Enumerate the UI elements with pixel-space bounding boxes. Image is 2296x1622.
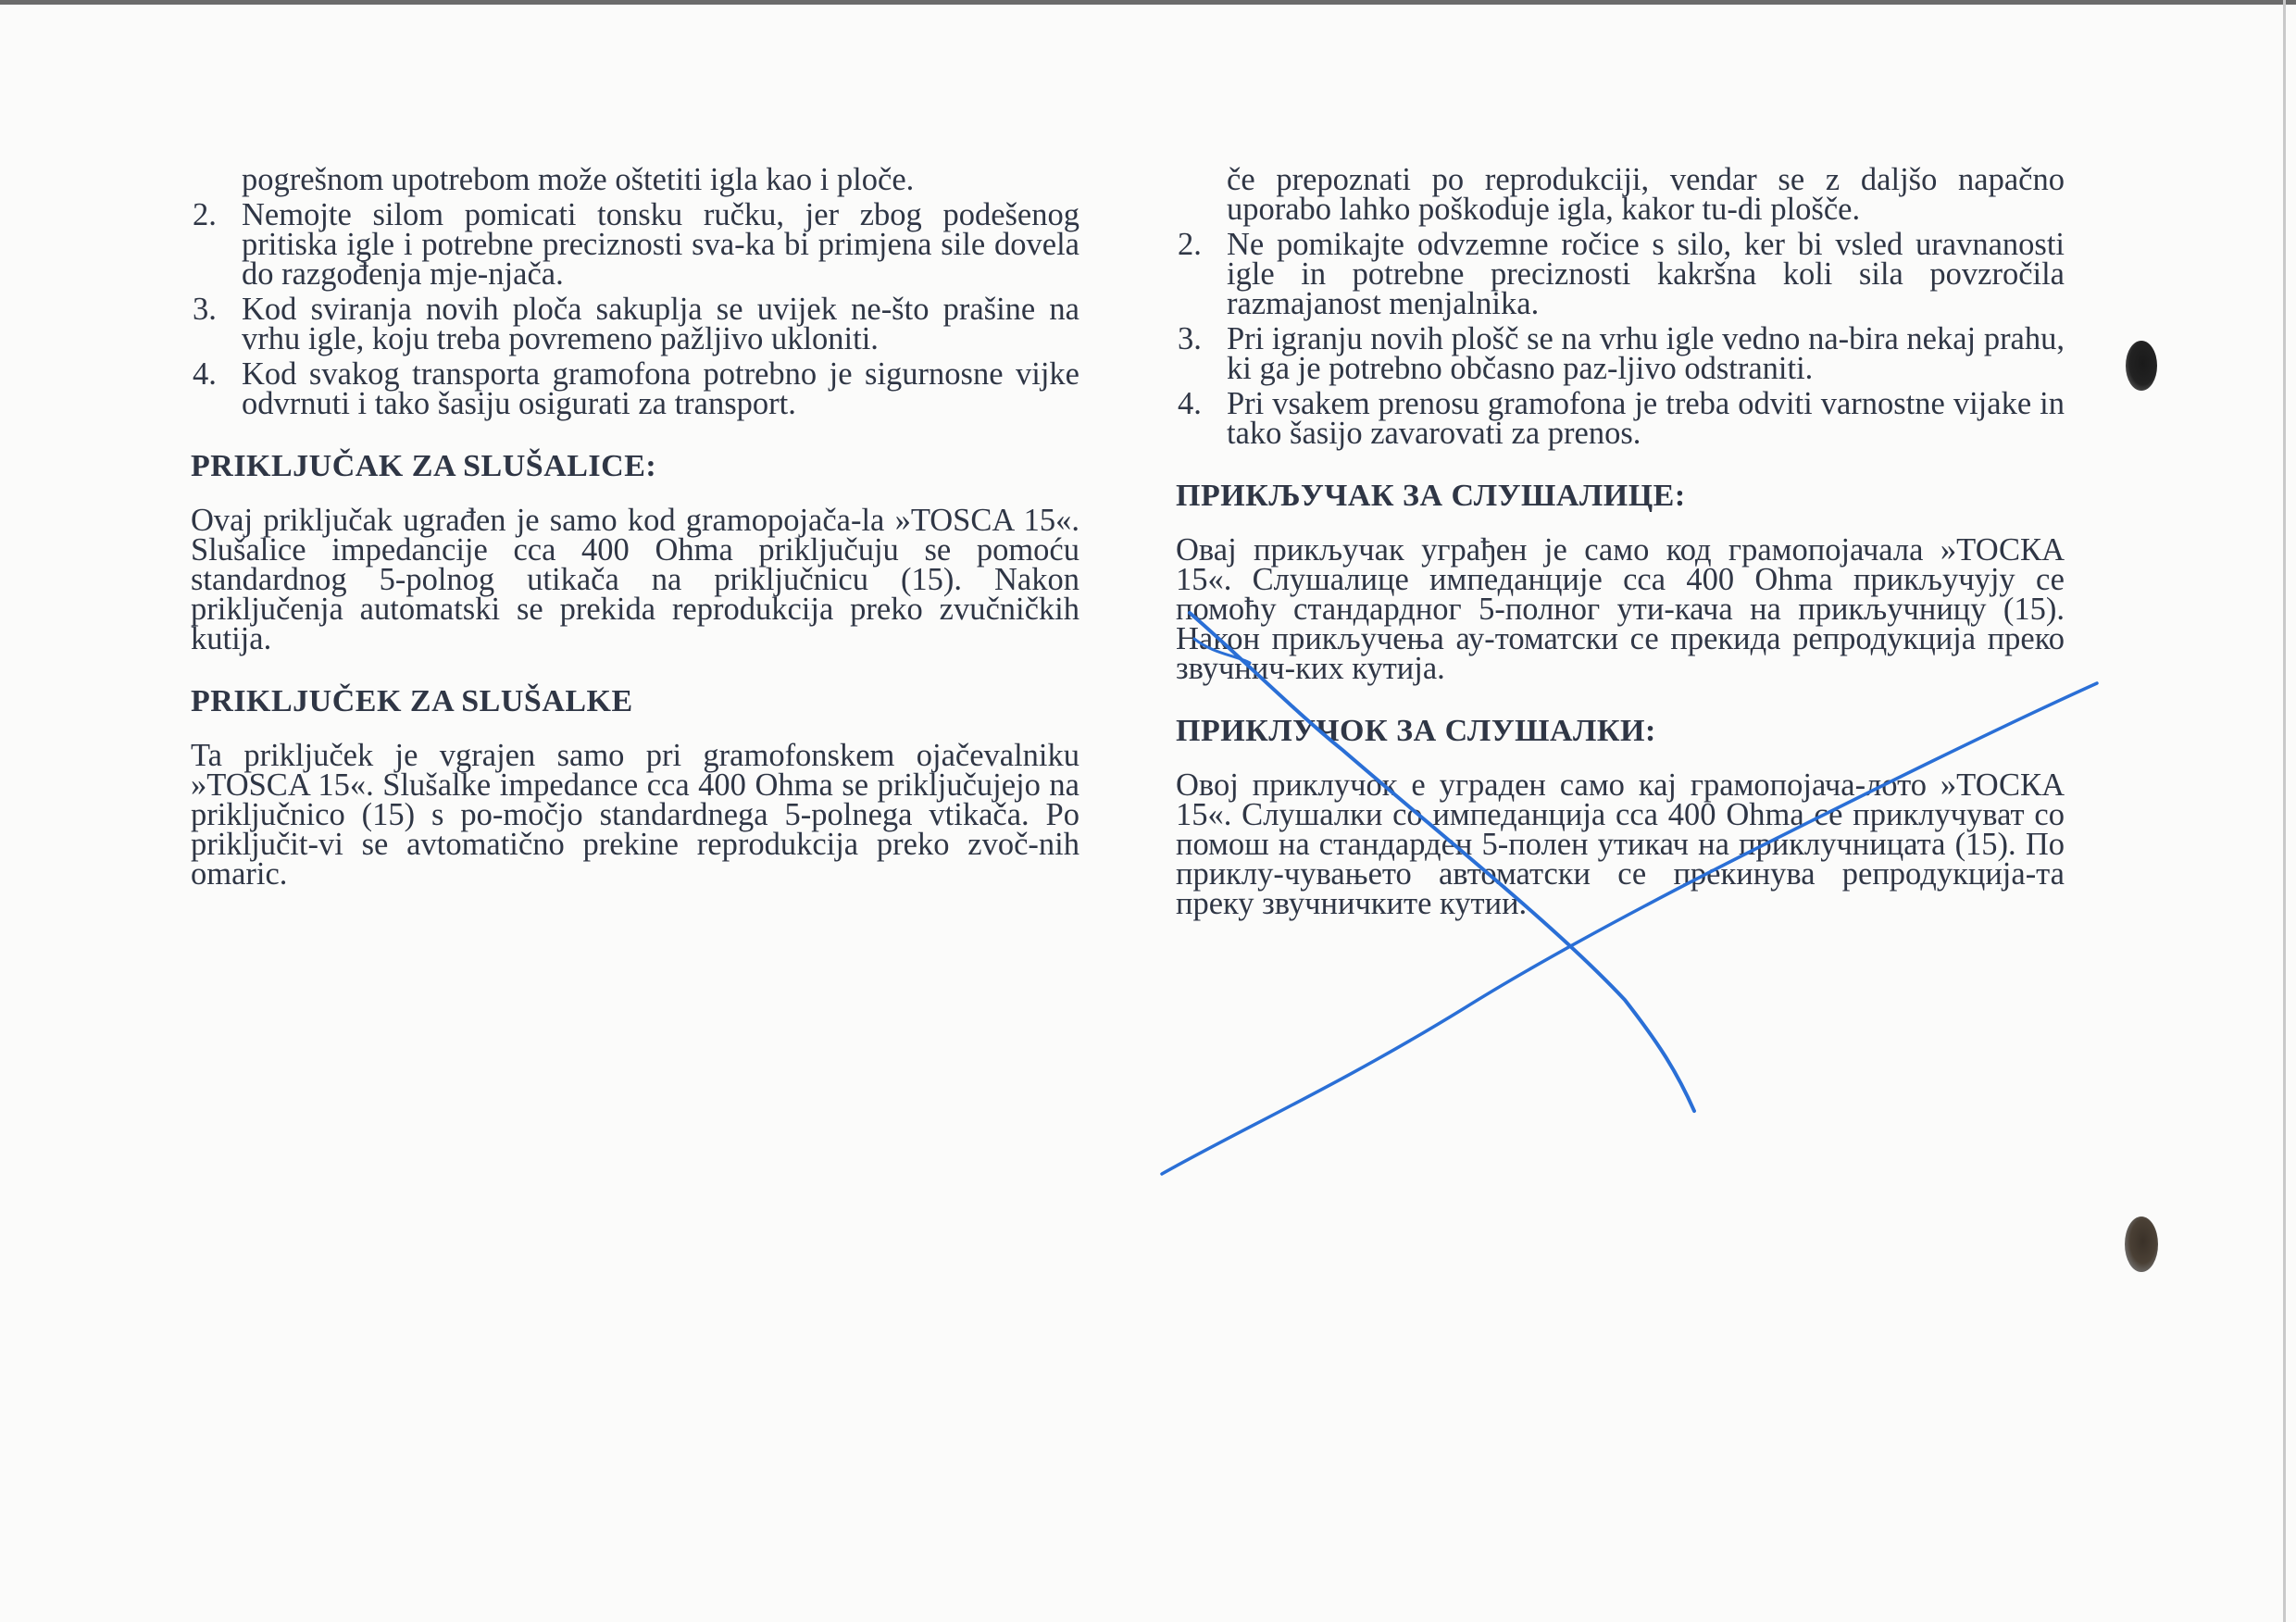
page-right-edge [2283, 0, 2286, 1622]
punch-hole-top [2126, 341, 2157, 391]
section-body-headphones-hr: Ovaj priključak ugrađen je samo kod gramopojača-la »TOSCA 15«. Slušalice impedancije cca 400 Ohma priključuju se pomoću standardnog 5-polnog utikača na priključnicu (15). Nakon priključenja automatski se prekida reprodukcija preko zvučničkih kutija. [191, 503, 1079, 656]
left-list-item-4 [191, 356, 1079, 421]
left-list-item-3 [191, 294, 1079, 354]
section-heading-headphones-mk: ПРИКЛУЧОК ЗА СЛУШАЛКИ: [1176, 714, 1656, 748]
left-column [191, 162, 1079, 892]
list-number: 4. [1178, 386, 1202, 421]
right-list-item-3 [1176, 321, 2065, 386]
section-body-headphones-sr: Овај прикључак уграђен је само код грамопојачала »ТОСКА 15«. Слушалице импеданције cca 400 Ohma прикључују се помоћу стандардног 5-полног ути-кача на прикључницу (15). Након прикључења ау-томатски се прекида репродукција преко звучнич-ких кутија. [1176, 532, 2065, 686]
section-heading-headphones-hr: PRIKLJUČAK ZA SLUŠALICE: [191, 449, 657, 483]
list-text: Kod svakog transporta gramofona potrebno je sigurnosne vijke odvrnuti i tako šasiju osigurati za transport. [242, 356, 1079, 421]
section-heading-headphones-sl: PRIKLJUČEK ZA SLUŠALKE [191, 684, 633, 718]
list-number: 3. [1178, 321, 1202, 356]
list-number: 4. [193, 356, 217, 392]
section-heading-headphones-sr: ПРИКЉУЧАК ЗА СЛУШАЛИЦЕ: [1176, 479, 1686, 513]
list-text: Nemojte silom pomicati tonsku ručku, jer zbog podešenog pritiska igle i potrebne preciznosti sva-ka bi primjena sile dovela do razgođenja mje-njača. [242, 197, 1079, 292]
left-intro-text: pogrešnom upotrebom može oštetiti igla kao i ploče. [242, 162, 915, 197]
section-body-headphones-mk: Овој приклучок е уграден само кај грамопојача-лото »ТОСКА 15«. Слушалки со импеданција cca 400 Ohma се приклучуват со помош на стандарден 5-полен утикач на приклучницата (15). По приклу-чувањето автоматски се прекинува репродукција-та преку звучничките кутии. [1176, 767, 2065, 921]
right-list-item-4 [1176, 386, 2065, 451]
list-text: Pri vsakem prenosu gramofona je treba odviti varnostne vijake in tako šasijo zavarovati za prenos. [1227, 386, 2065, 451]
left-list-item-2 [191, 197, 1079, 292]
list-text: Kod sviranja novih ploča sakuplja se uvijek ne-što prašine na vrhu igle, koju treba povremeno pažljivo ukloniti. [242, 292, 1079, 356]
list-text: Ne pomikajte odvzemne ročice s silo, ker bi vsled uravnanosti igle in potrebne preciznosti kakršna koli sila povzročila razmajanost menjalnika. [1227, 227, 2065, 321]
section-body-headphones-sl: Ta priključek je vgrajen samo pri gramofonskem ojačevalniku »TOSCA 15«. Slušalke impedance cca 400 Ohma se priključujejo na priključnico (15) s po-močjo standardnega 5-polnega vtikača. Po priključit-vi se avtomatično prekine reprodukcija preko zvoč-nih omaric. [191, 738, 1079, 892]
list-number: 3. [193, 292, 217, 327]
right-list-item-2 [1176, 227, 2065, 321]
right-intro-text: če prepoznati po reprodukciji, vendar se z daljšo napačno uporabo lahko poškoduje igla, kakor tu-di plošče. [1227, 162, 2065, 227]
right-column [1176, 162, 2065, 921]
list-number: 2. [1178, 227, 1202, 262]
page-top-edge [0, 0, 2296, 5]
punch-hole-bottom [2125, 1216, 2158, 1272]
list-number: 2. [193, 197, 217, 232]
list-text: Pri igranju novih plošč se na vrhu igle vedno na-bira nekaj prahu, ki ga je potrebno občasno paz-ljivo odstraniti. [1227, 321, 2065, 386]
